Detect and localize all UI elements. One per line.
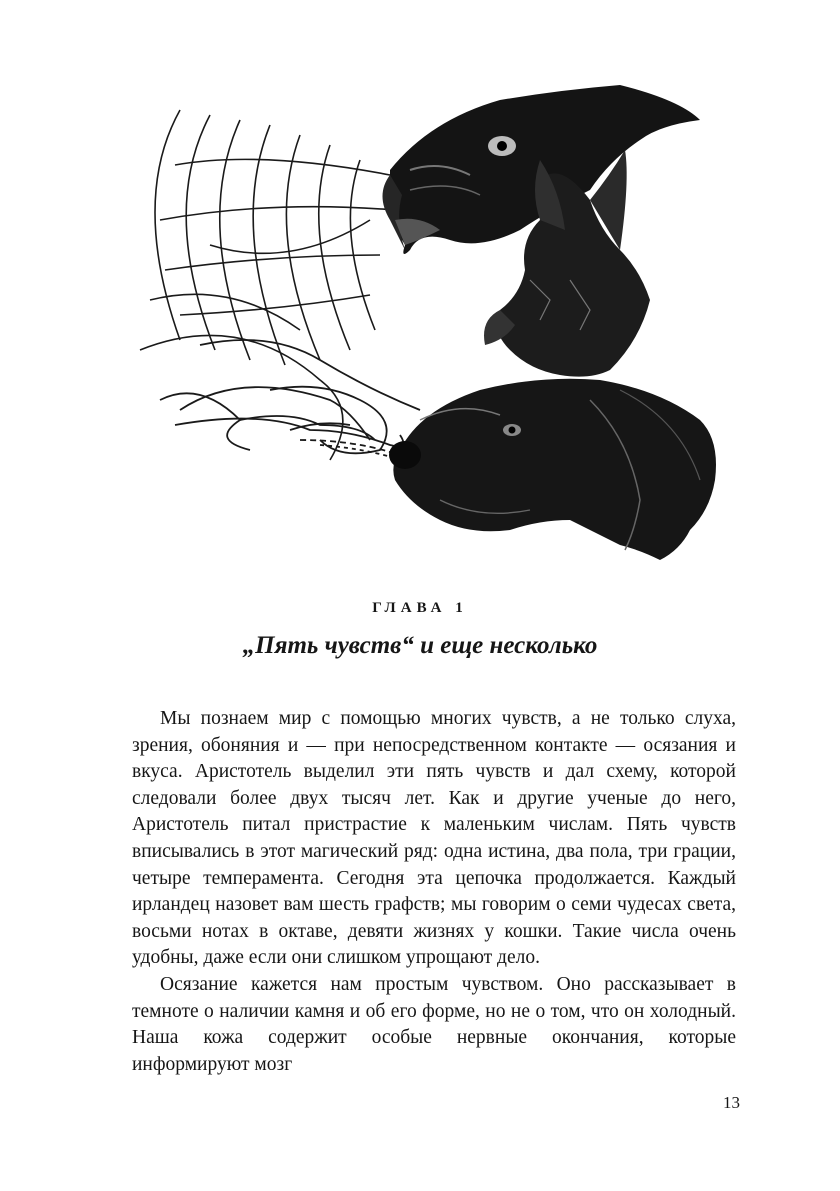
body-text [132, 706, 736, 1078]
page-number: 13 [723, 1093, 740, 1112]
chapter-title: „Пять чувств“ и еще несколько [242, 632, 598, 659]
eagle-bat-dog-illustration [120, 80, 730, 580]
sound-waves [140, 110, 395, 460]
chapter-label: ГЛАВА 1 [372, 600, 468, 616]
paragraph-2: Осязание кажется нам простым чувством. Оно рассказывает в темноте о наличии камня и об его форме, но не о том, что он холодный. Наша кожа содержит особые нервные окончания, которые информируют мозг [132, 973, 736, 1075]
paragraph-1: Мы познаем мир с помощью многих чувств, а не только слуха, зрения, обоняния и — при непосредственном контакте — осязания и вкуса. Аристотель выделил эти пять чувств и дал схему, которой следовали более двух тысяч лет. Как и другие ученые до него, Аристотель питал пристрастие к маленьким числам. Пять чувств вписывались в этот магический ряд: одна истина, два пола, три грации, четыре темперамента. Сегодня эта цепочка продолжается. Каждый ирландец назовет вам шесть графств; мы говорим о семи чудесах света, восьми нотах в октаве, девяти жизнях у кошки. Такие числа очень удобны, даже если они слишком упрощают дело. [132, 708, 736, 969]
dog-head [389, 379, 716, 560]
